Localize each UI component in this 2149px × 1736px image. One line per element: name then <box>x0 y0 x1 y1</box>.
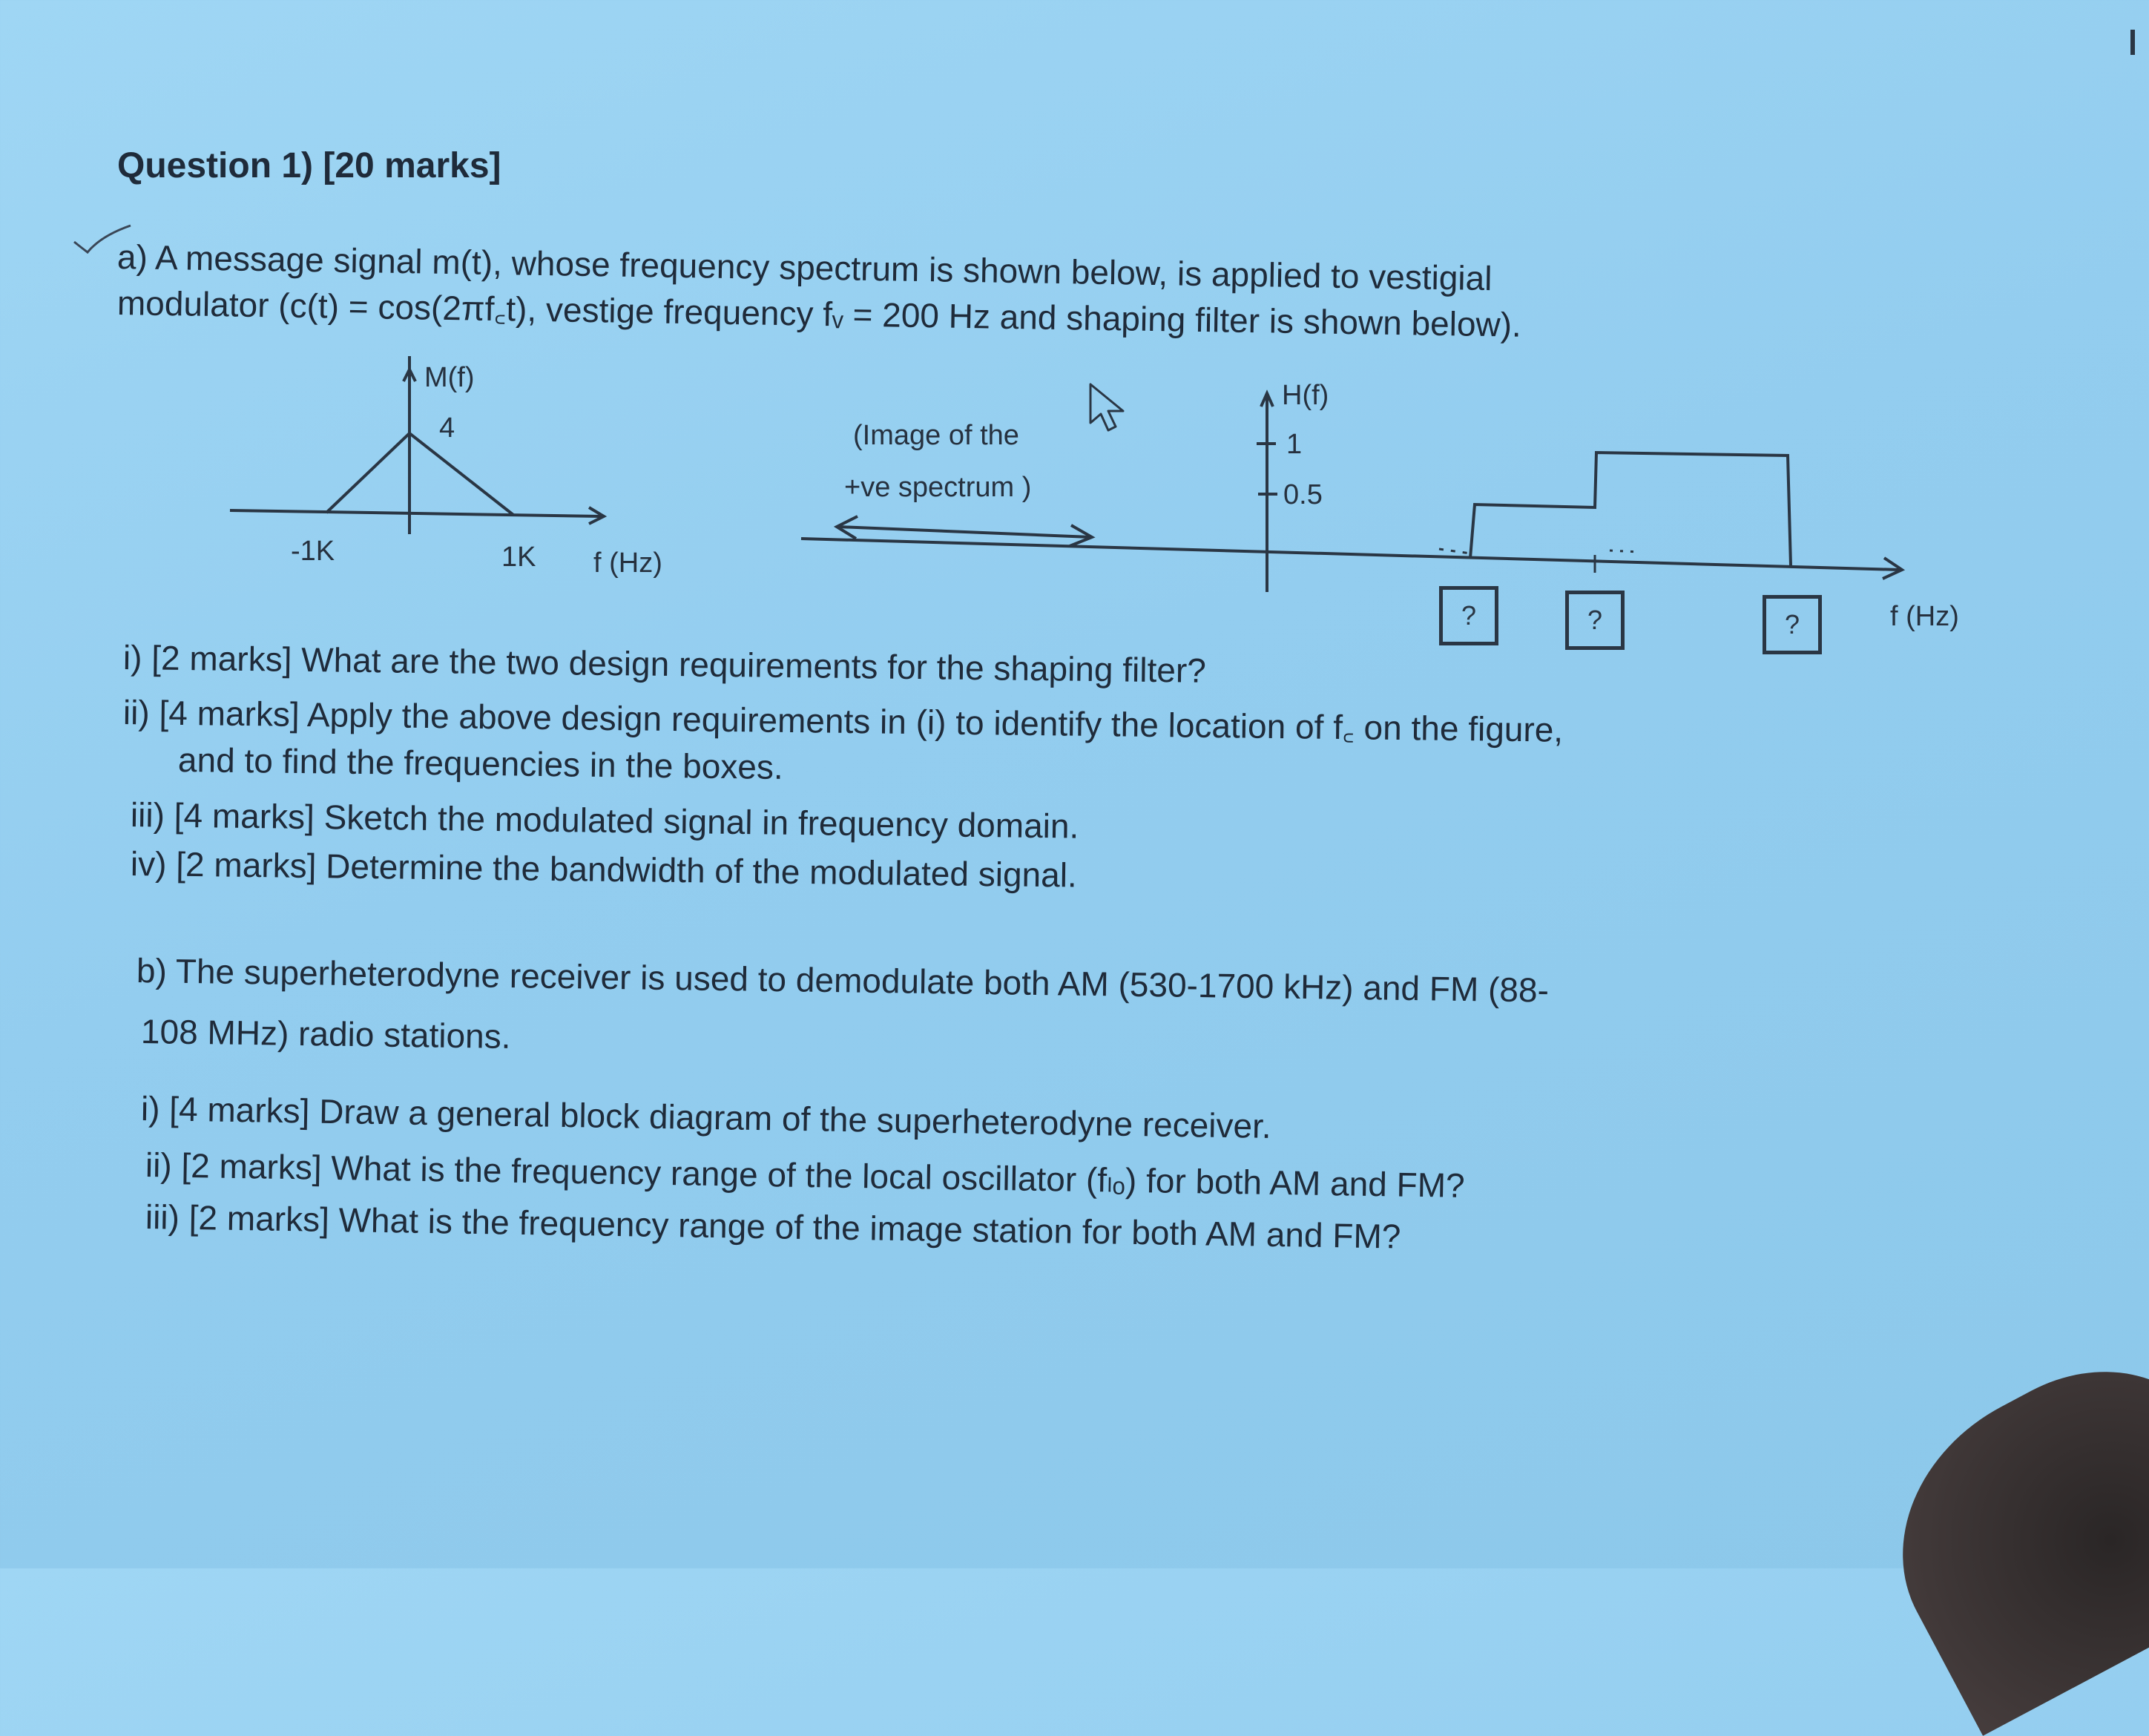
mouse-cursor-icon <box>1086 380 1138 439</box>
part-a-sub-i: i) [2 marks] What are the two design requirements for the shaping filter? <box>122 638 1207 690</box>
part-a-sub-iv: iv) [2 marks] Determine the bandwidth of the modulated signal. <box>130 844 1078 895</box>
answer-box-3[interactable]: ? <box>1763 595 1822 654</box>
part-b-line-1: b) The superheterodyne receiver is used to demodulate both AM (530-1700 kHz) and FM (88- <box>136 951 1550 1010</box>
part-b-sub-iii: iii) [2 marks] What is the frequency range of the image station for both AM and FM? <box>145 1197 1401 1256</box>
question-title: Question 1) [20 marks] <box>117 146 501 185</box>
corner-mark <box>2130 30 2135 55</box>
part-b-sub-ii: ii) [2 marks] What is the frequency range of the local oscillator (fₗₒ) for both AM and FM? <box>145 1145 1466 1205</box>
filter-x-label: f (Hz) <box>1890 601 1959 632</box>
corner-shadow <box>1851 1326 2149 1735</box>
message-peak-label: 4 <box>439 412 455 444</box>
part-b-sub-i: i) [4 marks] Draw a general block diagram of the superheterodyne receiver. <box>140 1089 1272 1145</box>
part-a-sub-ii-line-1: ii) [4 marks] Apply the above design requirements in (i) to identify the location of f꜀ on the figure, <box>122 693 1564 749</box>
image-annotation-line-2: +ve spectrum ) <box>844 472 1032 503</box>
message-left-tick: -1K <box>291 536 335 567</box>
filter-dashed-hint-1 <box>1439 549 1470 553</box>
message-y-label: M(f) <box>424 362 475 393</box>
message-right-tick: 1K <box>501 542 536 573</box>
filter-shape <box>1470 453 1791 565</box>
part-b-line-2: 108 MHz) radio stations. <box>140 1012 511 1056</box>
message-x-label: f (Hz) <box>593 548 662 579</box>
filter-x-axis <box>801 539 1899 570</box>
image-annotation-line-1: (Image of the <box>853 420 1019 451</box>
image-double-arrow <box>838 527 1090 537</box>
part-a-line-2: modulator (c(t) = cos(2πf꜀t), vestige frequency fᵥ = 200 Hz and shaping filter is shown below). <box>116 283 1522 344</box>
answer-box-2[interactable]: ? <box>1565 591 1625 650</box>
filter-tick-05-label: 0.5 <box>1283 479 1323 510</box>
filter-y-label: H(f) <box>1282 380 1329 411</box>
part-a-line-1: a) A message signal m(t), whose frequency spectrum is shown below, is applied to vestigial <box>116 237 1493 298</box>
part-a-sub-ii-line-2: and to find the frequencies in the boxes. <box>177 740 784 786</box>
filter-dashed-hint-2 <box>1610 550 1639 552</box>
message-x-axis <box>230 510 601 516</box>
answer-box-1[interactable]: ? <box>1439 586 1498 645</box>
filter-tick-1-label: 1 <box>1286 429 1303 460</box>
message-triangle <box>326 433 513 515</box>
part-a-sub-iii: iii) [4 marks] Sketch the modulated signal in frequency domain. <box>130 795 1079 846</box>
shaping-filter-figure <box>794 371 1951 608</box>
